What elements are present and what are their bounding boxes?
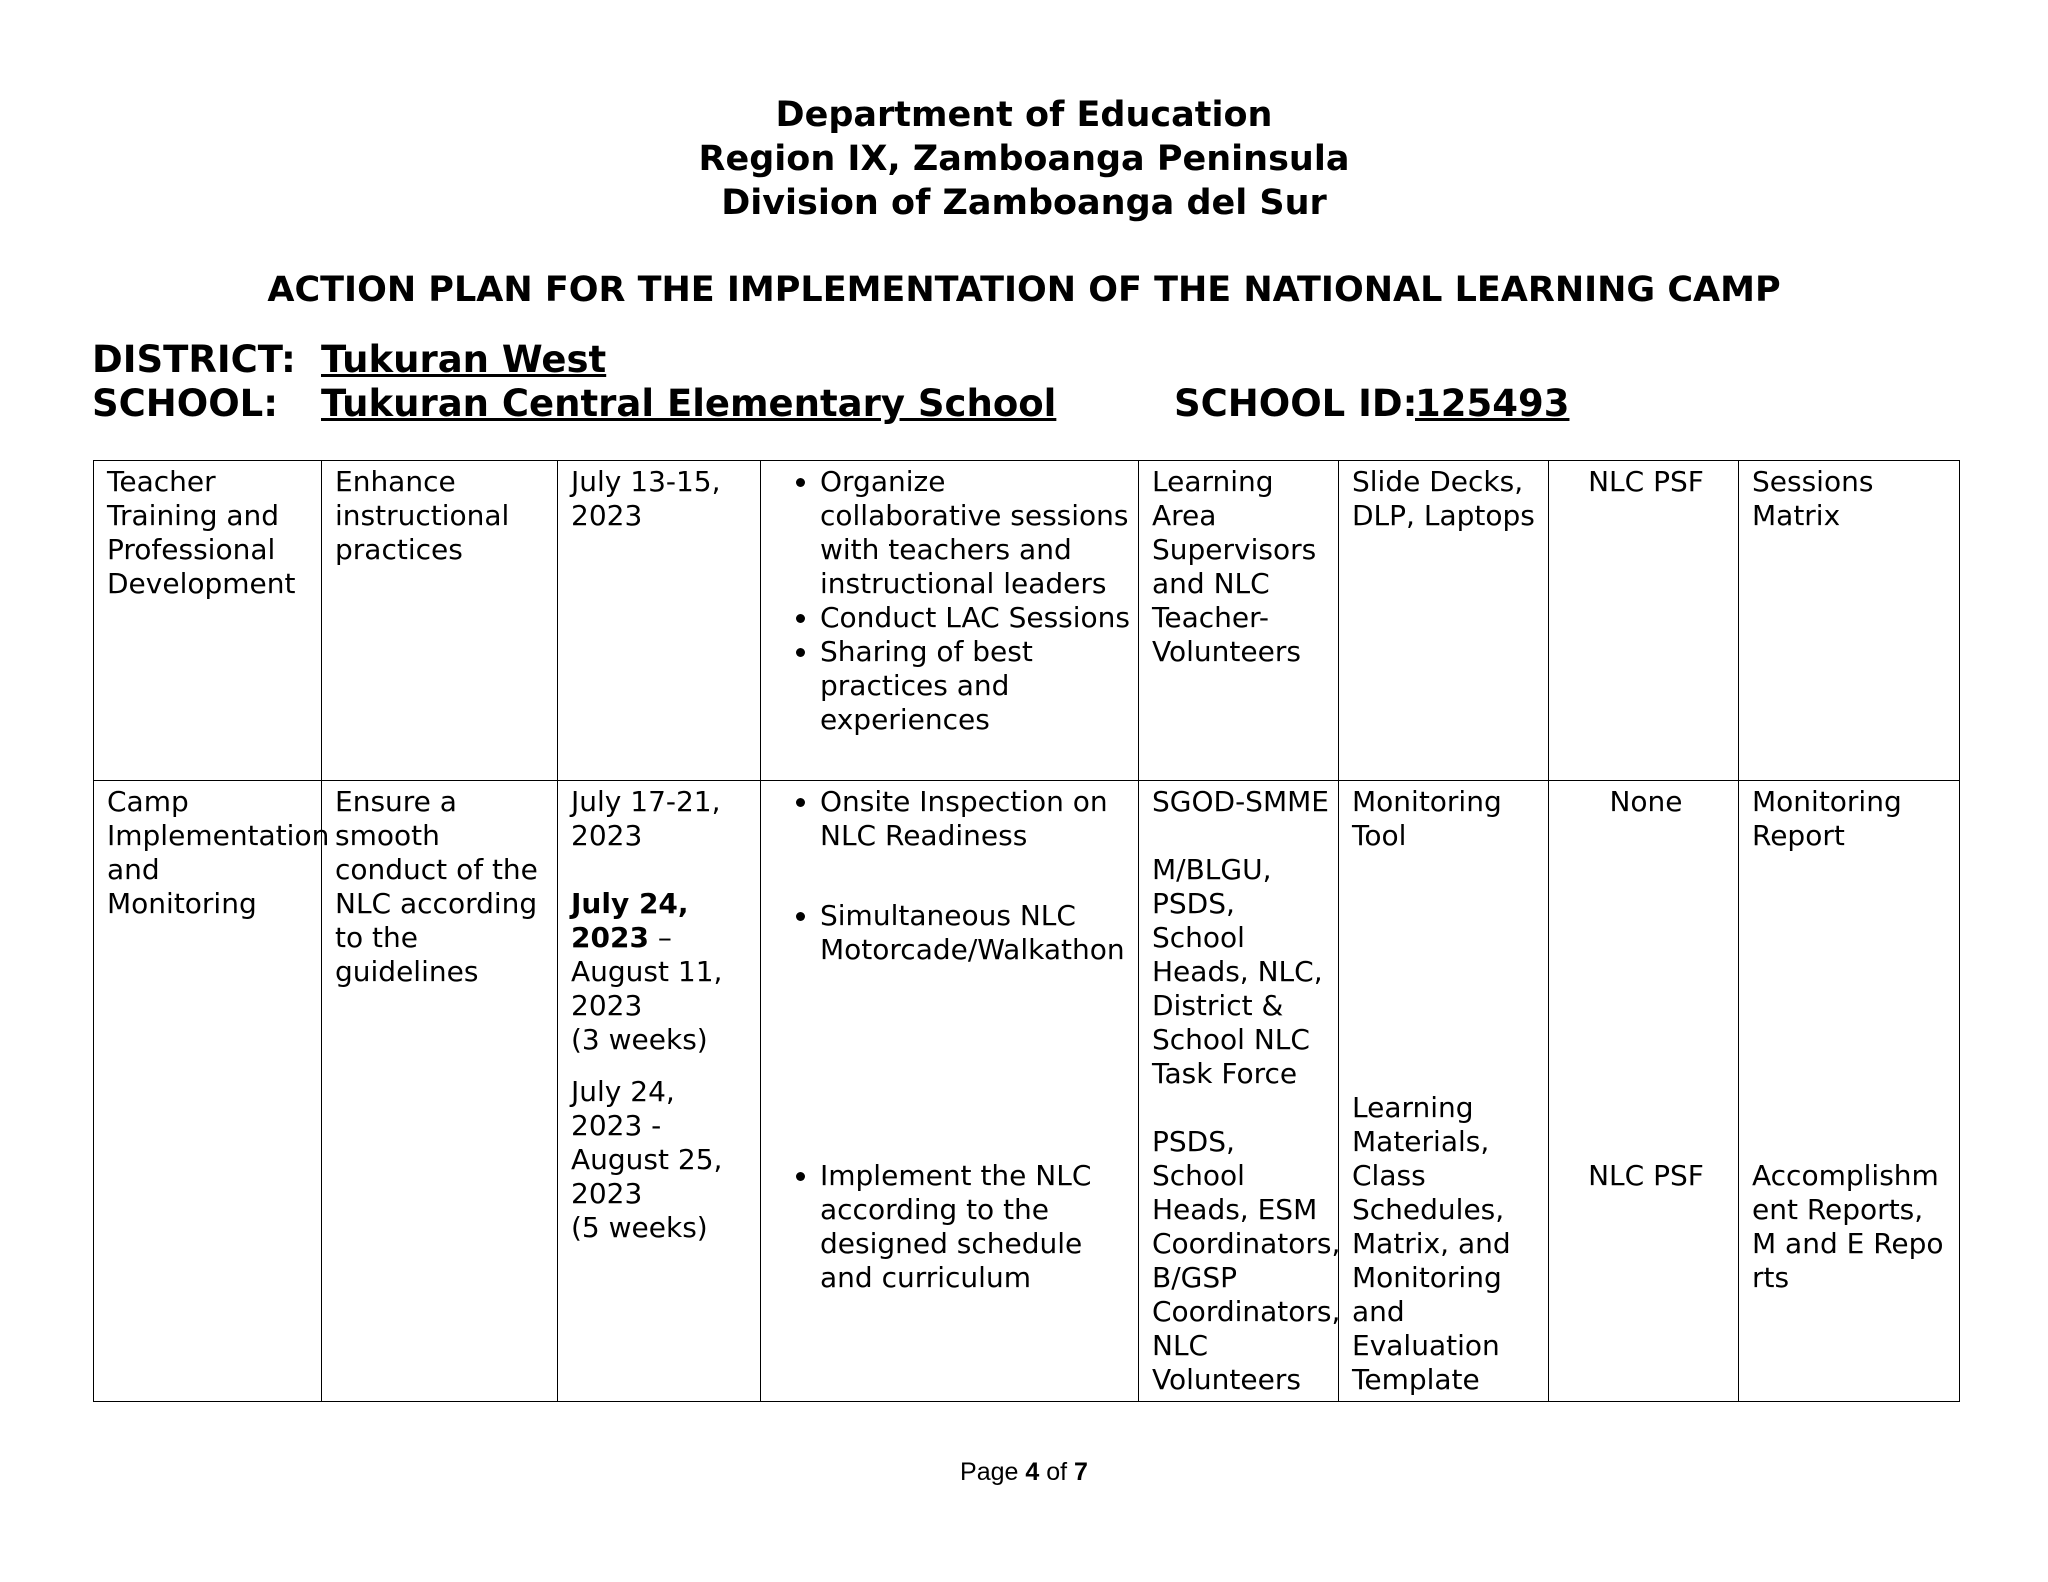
activities-cell [761,781,1139,1402]
activity-item: • Onsite Inspection on NLC Readiness [820,785,1130,853]
activity-item: • Conduct LAC Sessions [820,601,1130,635]
table-row [94,781,1960,1402]
budget-cell: NLC PSF [1549,461,1739,781]
objective-cell: Ensure a smooth conduct of the NLC according to the guidelines [322,781,558,1402]
time-frame-2-start: July 24, 2023 [571,887,689,954]
school-value: Tukuran Central Elementary School [321,382,1057,425]
activities-list [774,785,1130,1295]
department-name: Department of Education [775,95,1273,135]
of-label: of [1046,1458,1068,1486]
time-frame-cell [558,781,761,1402]
output-cell [1739,781,1960,1402]
budget-group-2: NLC PSF [1588,1159,1704,1192]
time-frame-2-duration: (3 weeks) [571,1023,708,1056]
activities-cell [761,461,1139,781]
time-frame-3: July 24, 2023 - August 25, 2023 [571,1075,723,1210]
page-footer [0,1458,2048,1487]
area-cell: Teacher Training and Professional Development [94,461,322,781]
activity-item: • Implement the NLC according to the designed schedule and curriculum [820,1159,1130,1295]
activity-item: • Sharing of best practices and experiences [820,635,1130,737]
resources-group-1: Monitoring Tool [1352,785,1502,852]
activity-item: • Simultaneous NLC Motorcade/Walkathon [820,899,1130,967]
resources-cell: Slide Decks, DLP, Laptops [1339,461,1549,781]
output-group-2: Accomplishment Reports, M and E Reports [1752,1159,1944,1294]
area-cell: Camp Implementation and Monitoring [94,781,322,1402]
budget-group-1: None [1609,785,1683,818]
action-plan-table [93,460,1960,1402]
document-header [0,93,2048,225]
persons-involved-cell: Learning Area Supervisors and NLC Teacher-Volunteers [1139,461,1339,781]
time-frame-3-duration: (5 weeks) [571,1211,708,1244]
page-label: Page [960,1458,1019,1486]
resources-group-2: Learning Materials, Class Schedules, Matrix, and Monitoring and Evaluation Template [1352,1091,1511,1396]
district-line [92,338,606,382]
budget-cell [1549,781,1739,1402]
page-number: 4 [1025,1458,1040,1486]
objective-cell: Enhance instructional practices [322,461,558,781]
division-name: Division of Zamboanga del Sur [721,183,1327,223]
output-cell: Sessions Matrix [1739,461,1960,781]
persons-group-3: PSDS, School Heads, ESM Coordinators, B/GSP Coordinators, NLC Volunteers [1152,1125,1341,1396]
time-frame-cell: July 13-15, 2023 [558,461,761,781]
time-frame-2-end: – August 11, 2023 [571,921,723,1022]
activity-item: • Organize collaborative sessions with teachers and instructional leaders [820,465,1130,601]
school-label: SCHOOL: [92,382,279,425]
district-label: DISTRICT: [92,338,296,381]
region-name: Region IX, Zamboanga Peninsula [698,139,1350,179]
page-total: 7 [1074,1458,1088,1486]
time-frame-2 [571,887,752,1023]
persons-involved-cell [1139,781,1339,1402]
table-row [94,461,1960,781]
school-id-value: 125493 [1415,382,1570,425]
district-value: Tukuran West [321,338,607,381]
activities-list [774,465,1130,737]
time-frame-1: July 17-21, 2023 [571,785,721,852]
output-group-1: Monitoring Report [1752,785,1902,852]
persons-group-1: SGOD-SMME [1152,785,1329,818]
persons-group-2: M/BLGU, PSDS, School Heads, NLC, District & School NLC Task Force [1152,853,1323,1090]
school-id-label: SCHOOL ID: [1174,382,1418,425]
resources-cell [1339,781,1549,1402]
school-line [92,382,1692,426]
document-title: ACTION PLAN FOR THE IMPLEMENTATION OF THE NATIONAL LEARNING CAMP [267,270,1781,310]
